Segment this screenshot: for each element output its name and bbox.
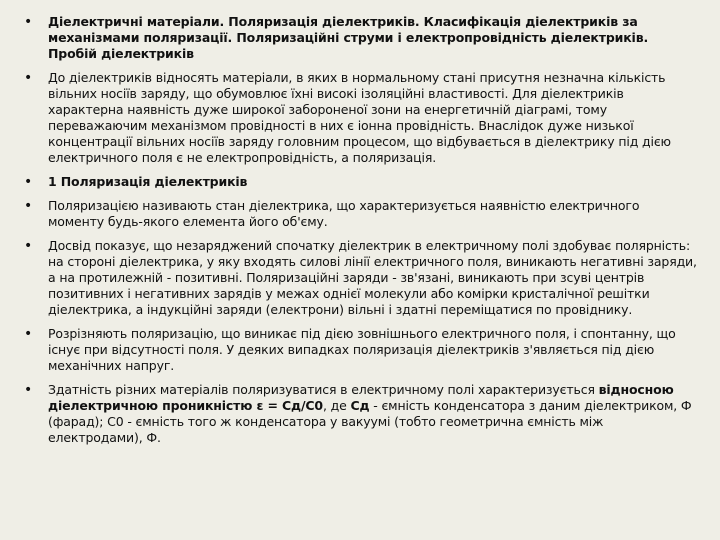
list-item (20, 70, 698, 166)
list-item-title (20, 14, 698, 62)
list-item-text: Розрізняють поляризацію, що виникає під дією зовнішнього електричного поля, і спонтанну, що існує при відсутності поля. У деяких випадках поляризація діелектриків з'являється під дією механічних напруг. (48, 326, 676, 373)
list-item-text: Діелектричні матеріали. Поляризація діелектриків. Класифікація діелектриків за механізмами поляризації. Поляризаційні струми і електропровідність діелектриків. Пробій діелектриків (48, 14, 649, 61)
list-item (20, 382, 698, 446)
bullet-dot-icon: • (24, 238, 33, 254)
formula-definition: відносною діелектричною проникністю ε = Сд/С0 (48, 382, 674, 413)
list-item-text-part: , де (322, 398, 351, 413)
list-item (20, 238, 698, 318)
bullet-dot-icon: • (24, 174, 33, 190)
bullet-dot-icon: • (24, 70, 33, 86)
list-item-text-part: - ємність конденсатора з даним діелектриком, Ф (фарад); С0 - ємність того ж конденсатора у вакуумі (тобто геометрична ємність між електродами), Ф. (48, 398, 692, 445)
bullet-dot-icon: • (24, 382, 33, 398)
bullet-dot-icon: • (24, 198, 33, 214)
formula-symbol: Сд (350, 398, 370, 413)
list-item-heading (20, 174, 698, 190)
bullet-dot-icon: • (24, 14, 33, 30)
list-item-text-part: Здатність різних матеріалів поляризуватися в електричному полі характеризується (48, 382, 599, 397)
list-item (20, 198, 698, 230)
list-item-text: Поляризацією називають стан діелектрика, що характеризується наявністю електричного моменту будь-якого елемента його об'єму. (48, 198, 640, 229)
list-item (20, 326, 698, 374)
list-item-text: 1 Поляризація діелектриків (48, 174, 248, 189)
list-item-text: Досвід показує, що незаряджений спочатку діелектрик в електричному полі здобуває полярність: на стороні діелектрика, у яку входять силові лінії електричного поля, виникають негативні заряди, а на протилежній - позитивні. Поляризаційні заряди - зв'язані, виникають при зсуві центрів позитивних і негативних зарядів у межах однієї молекули або комірки кристалічної решітки діелектрика, а індукційні заряди (електрони) вільні і здатні переміщатися по провіднику. (48, 238, 697, 317)
bullet-list (20, 14, 698, 446)
list-item-text: До діелектриків відносять матеріали, в яких в нормальному стані присутня незначна кількість вільних носіїв заряду, що обумовлює їхні високі ізоляційні властивості. Для діелектриків характерна наявність дуже широкої забороненої зони на енергетичній діаграмі, тому переважаючим механізмом провідності в них є іонна провідність. Внаслідок дуже низької концентрації вільних носіїв заряду головним процесом, що відбувається в діелектрику під дією електричного поля є не електропровідність, а поляризація. (48, 70, 671, 165)
bullet-dot-icon: • (24, 326, 33, 342)
